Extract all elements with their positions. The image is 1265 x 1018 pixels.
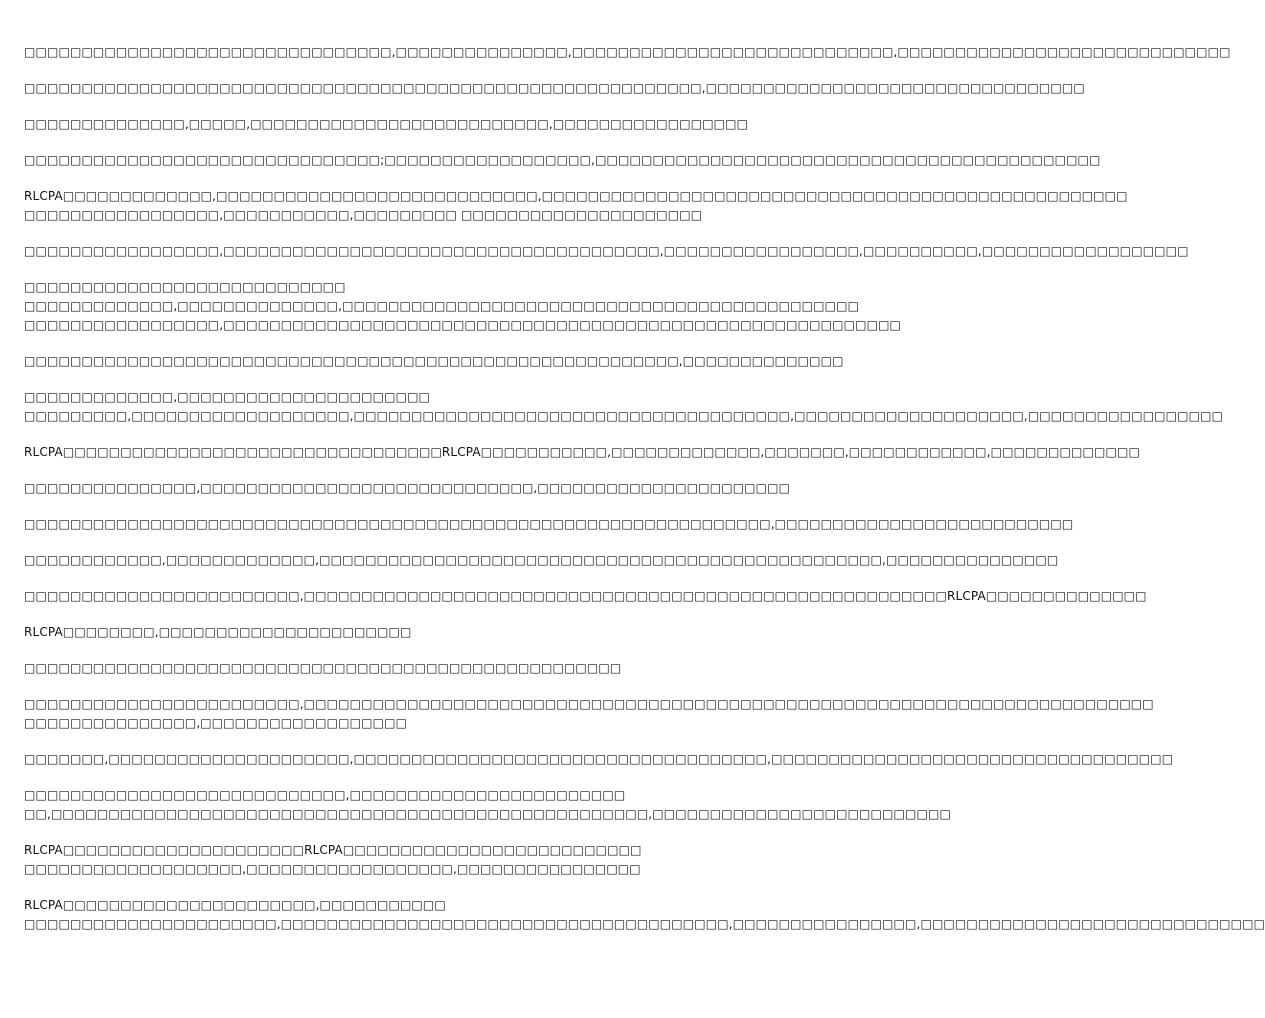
text-line: RLCPA□□□□□□□□□□□□□□□□□□□□□□,□□□□□□□□□□□	[24, 898, 446, 912]
text-line: □□□□□□□□□,□□□□□□□□□□□□□□□□□□□,□□□□□□□□□□□□□□□□□□□□□□□□□□□□□□□□□□□□□□,□□□□□□□□□□□□□□□□□□□□,□□□□□□□□□□□□□□□□□	[24, 409, 1224, 423]
text-line: □□,□□□□□□□□□□□□□□□□□□□□□□□□□□□□□□□□□□□□□□□□□□□□□□□□□□□□,□□□□□□□□□□□□□□□□□□□□□□□□□□	[24, 807, 951, 821]
text-line: □□□□□□□□□□□□□□□□□□□□□□□□□□□□	[24, 280, 346, 294]
text-line: □□□□□□□□□□□□□□□□□□□□□□□□,□□□□□□□□□□□□□□□□□□□□□□□□□□□□□□□□□□□□□□□□□□□□□□□□□□□□□□□□□□□□□□□□□□□□□□□□□□	[24, 697, 1154, 711]
text-line: □□□□□□□□□□□□□□□□□□□□□□□□□□□□,□□□□□□□□□□□□□□□□□□□□□□□□	[24, 788, 626, 802]
paragraph	[24, 352, 844, 371]
paragraph	[24, 242, 1189, 261]
paragraph	[24, 115, 749, 134]
text-line: □□□□□□□□□□□□□□□□□□□□□□□□□□□□□□□□□□□□□□□□□□□□□□□□□□□□□□□□□□□□□□□□□,□□□□□□□□□□□□□□□□□□□□□□□□□□	[24, 517, 1074, 531]
text-line: □□□□□□□□□□□□□□□,□□□□□□□□□□□□□□□□□□	[24, 716, 408, 730]
text-line: □□□□□□□□□□□□□□□□□□□□□□□□□□□□□□□□□□□□□□□□□□□□□□□□□□□□□□□□□□□,□□□□□□□□□□□□□□□□□□□□□□□□□□□□□□□□□	[24, 81, 1085, 95]
text-line: RLCPA□□□□□□□□□□□□□□□□□□□□□RLCPA□□□□□□□□□□□□□□□□□□□□□□□□□□	[24, 843, 642, 857]
text-line: □□□□□□□□□□□□□□□□□□□□□□□□□□□□□□□;□□□□□□□□□□□□□□□□□□,□□□□□□□□□□□□□□□□□□□□□□□□□□□□□□□□□□□□□□□□□□□□	[24, 153, 1101, 167]
paragraph	[24, 187, 1128, 225]
text-line: □□□□□□□□□□□□,□□□□□□□□□□□□□,□□□□□□□□□□□□□□□□□□□□□□□□□□□□□□□□□□□□□□□□□□□□□□□□□,□□□□□□□□□□□□□□□	[24, 553, 1059, 567]
paragraph	[24, 151, 1101, 170]
text-line: RLCPA□□□□□□□□□□□□□,□□□□□□□□□□□□□□□□□□□□□□□□□□□□,□□□□□□□□□□□□□□□□□□□□□□□□□□□□□□□□□□□□□□□□□□□□□□□□□□□	[24, 189, 1128, 203]
paragraph	[24, 388, 1224, 426]
text-line: □□□□□□□,□□□□□□□□□□□□□□□□□□□□□,□□□□□□□□□□□□□□□□□□□□□□□□□□□□□□□□□□□□,□□□□□□□□□□□□□□□□□□□□□□□□□□□□□□□□□□□	[24, 752, 1174, 766]
paragraph	[24, 278, 902, 335]
document-body	[24, 43, 1265, 951]
text-line: □□□□□□□□□□□□□□□,□□□□□□□□□□□□□□□□□□□□□□□□□□□□□,□□□□□□□□□□□□□□□□□□□□□□	[24, 481, 791, 495]
paragraph	[24, 479, 791, 498]
paragraph	[24, 695, 1154, 733]
paragraph	[24, 443, 1140, 462]
text-line: □□□□□□□□□□□□□□□□□□□□□□□□□□□□□□□□□□□□□□□□□□□□□□□□□□□□	[24, 661, 622, 675]
paragraph	[24, 43, 1231, 62]
text-line: □□□□□□□□□□□□□□□□□,□□□□□□□□□□□□□□□□□□□□□□□□□□□□□□□□□□□□□□□□□□□□□□□□□□□□□□□□□□□	[24, 318, 902, 332]
paragraph	[24, 786, 951, 824]
text-line: RLCPA□□□□□□□□,□□□□□□□□□□□□□□□□□□□□□□	[24, 625, 412, 639]
text-line: □□□□□□□□□□□□□,□□□□□□□□□□□□□□□□□□□□□□	[24, 390, 431, 404]
paragraph	[24, 587, 1147, 606]
text-line: □□□□□□□□□□□□□□□□□□□□□□□□□□□□□□□□□□□□□□□□□□□□□□□□□□□□□□□□□,□□□□□□□□□□□□□□	[24, 354, 844, 368]
paragraph	[24, 896, 1265, 934]
paragraph	[24, 659, 696, 678]
text-line: □□□□□□□□□□□□□□□□□□□□□□□□,□□□□□□□□□□□□□□□□□□□□□□□□□□□□□□□□□□□□□□□□□□□□□□□□□□□□□□□□RLCPA□□□□□□□□□□□□□□	[24, 589, 1147, 603]
paragraph	[24, 750, 1174, 769]
text-line: □□□□□□□□□□□□□□□□□,□□□□□□□□□□□,□□□□□□□□□ □□□□□□□□□□□□□□□□□□□□□	[24, 208, 703, 222]
text-line: □□□□□□□□□□□□□□□□□□□□□□,□□□□□□□□□□□□□□□□□□□□□□□□□□□□□□□□□□□□□□□,□□□□□□□□□□□□□□□□,□□□□□□□□□□□□□□□□□□□□□□□□□□□□□□	[24, 917, 1265, 931]
text-line: □□□□□□□□□□□□□□,□□□□□,□□□□□□□□□□□□□□□□□□□□□□□□□□,□□□□□□□□□□□□□□□□□	[24, 117, 749, 131]
paragraph	[24, 551, 1059, 570]
paragraph	[24, 515, 1074, 534]
paragraph	[24, 623, 696, 642]
text-line: □□□□□□□□□□□□□,□□□□□□□□□□□□□□,□□□□□□□□□□□□□□□□□□□□□□□□□□□□□□□□□□□□□□□□□□□□□	[24, 299, 860, 313]
text-line: RLCPA□□□□□□□□□□□□□□□□□□□□□□□□□□□□□□□□□RLCPA□□□□□□□□□□□,□□□□□□□□□□□□□,□□□□□□□,□□□□□□□□□□□□,□□□□□□□□□□□□□	[24, 445, 1140, 459]
text-line: □□□□□□□□□□□□□□□□□□□,□□□□□□□□□□□□□□□□□□,□□□□□□□□□□□□□□□□	[24, 862, 641, 876]
text-line: □□□□□□□□□□□□□□□□□,□□□□□□□□□□□□□□□□□□□□□□□□□□□□□□□□□□□□□□,□□□□□□□□□□□□□□□□□,□□□□□□□□□□,□□□□□□□□□□□□□□□□□□	[24, 244, 1189, 258]
paragraph	[24, 841, 696, 879]
paragraph	[24, 79, 1085, 98]
text-line: □□□□□□□□□□□□□□□□□□□□□□□□□□□□□□□□,□□□□□□□□□□□□□□□,□□□□□□□□□□□□□□□□□□□□□□□□□□□□,□□□□□□□□□□□□□□□□□□□□□□□□□□□□□	[24, 45, 1231, 59]
